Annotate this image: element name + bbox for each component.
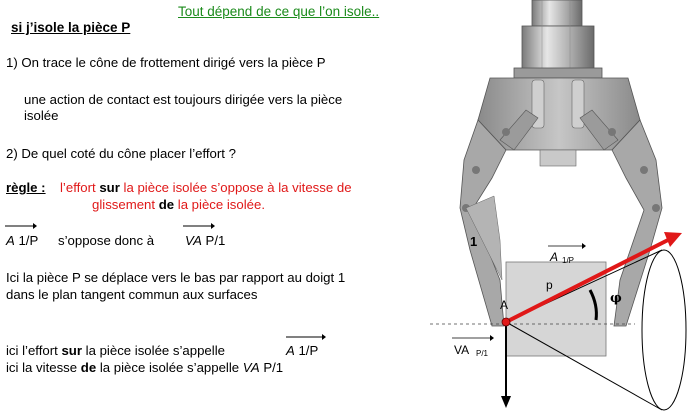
piece-label: p: [546, 278, 553, 292]
motor-housing: [514, 0, 602, 78]
step-1-note-line1: une action de contact est toujours dirigée vers la pièce: [24, 92, 343, 107]
piece-p: [506, 262, 606, 356]
step-1-note-line2: isolée: [24, 108, 59, 123]
naming-text-part: ici la vitesse: [6, 360, 81, 375]
naming-vector-letter: A: [286, 343, 295, 358]
vector-arrow-icon: [286, 333, 326, 341]
gripper-figure: [430, 0, 693, 420]
point-a-label: A: [500, 298, 509, 312]
step-1-text: 1) On trace le cône de frottement dirigé vers la pièce P: [6, 55, 326, 70]
rule-text-part: la pièce isolée.: [174, 197, 265, 212]
naming-vector-letters: VA: [242, 360, 260, 375]
naming-vector-subscript: P/1: [259, 360, 284, 375]
step-2-text: 2) De quel coté du cône placer l’effort ?: [6, 146, 236, 161]
phi-label: φ: [610, 291, 622, 306]
naming-vector-subscript: 1/P: [294, 343, 319, 358]
naming-vector-a: [286, 343, 318, 359]
force-label-subscript: 1/P: [562, 256, 575, 265]
rule-line2: [92, 197, 265, 213]
speed-label-letters: VA: [454, 343, 470, 357]
rule-emphasis-de: de: [158, 197, 175, 212]
rule-emphasis-sur: sur: [99, 180, 120, 195]
force-label-arrow-icon: [548, 243, 586, 249]
speed-label-arrow-icon: [452, 335, 494, 341]
vector-a-1p: [6, 233, 38, 249]
force-label-letter: A: [550, 250, 559, 264]
naming-line2: [6, 360, 283, 376]
vector-va-letters: VA: [185, 233, 202, 248]
vector-arrow-icon: [183, 222, 215, 230]
naming-text-part: ici l’effort: [6, 343, 62, 358]
naming-emphasis-sur: sur: [61, 343, 82, 358]
vector-a-letter: A: [6, 233, 15, 248]
rule-label: règle :: [6, 180, 46, 195]
rule-text-part: l’effort: [60, 180, 100, 195]
vector-va-subscript: P/1: [201, 233, 226, 248]
page-title: Tout dépend de ce que l’on isole..: [178, 4, 380, 19]
speed-label-subscript: P/1: [476, 349, 489, 358]
rule-text-part: glissement: [92, 197, 159, 212]
relation-middle-text: s’oppose donc à: [58, 233, 155, 248]
explain-line2: dans le plan tangent commun aux surfaces: [6, 287, 258, 302]
vector-arrow-icon: [5, 222, 37, 230]
naming-line1: [6, 343, 225, 359]
rule-text-part: la pièce isolée s’oppose à la vitesse de: [119, 180, 352, 195]
rule-line1: [60, 180, 352, 196]
vector-va-p1: [185, 233, 225, 249]
section-title: si j’isole la pièce P: [11, 20, 131, 35]
explain-line1: Ici la pièce P se déplace vers le bas par rapport au doigt 1: [6, 270, 346, 285]
vector-a-subscript: 1/P: [14, 233, 39, 248]
naming-text-part: la pièce isolée s’appelle: [96, 360, 243, 375]
naming-emphasis-de: de: [80, 360, 97, 375]
finger-label: 1: [470, 234, 478, 249]
naming-text-part: la pièce isolée s’appelle: [82, 343, 225, 358]
